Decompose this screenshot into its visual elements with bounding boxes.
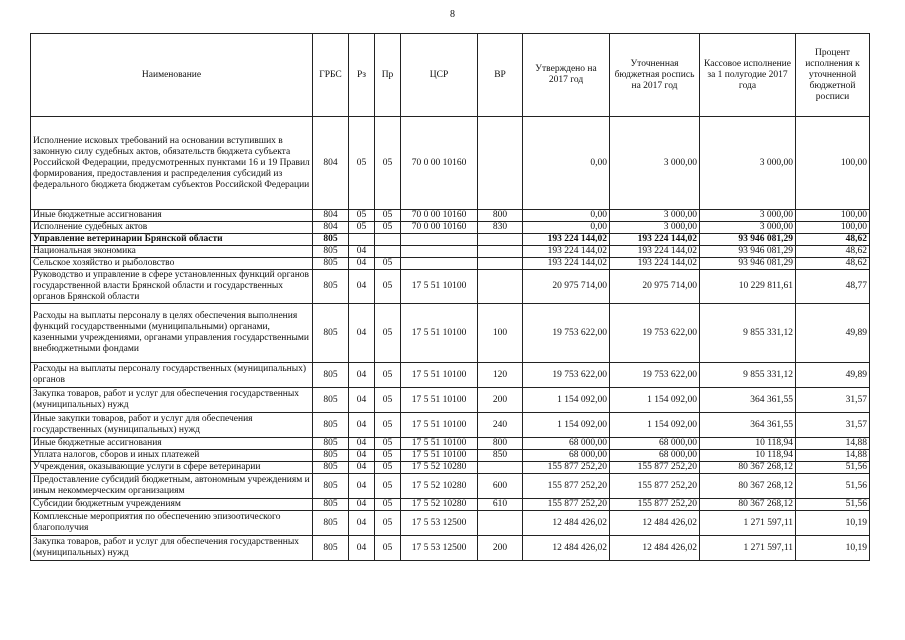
cell-cash: 3 000,00	[700, 210, 796, 222]
cell-rz: 04	[349, 246, 375, 258]
cell-grbs: 805	[313, 450, 349, 462]
cell-csr: 17 5 52 10280	[401, 462, 478, 474]
cell-cash: 364 361,55	[700, 413, 796, 438]
cell-approved: 155 877 252,20	[523, 499, 610, 511]
cell-cash: 80 367 268,12	[700, 499, 796, 511]
cell-refined: 3 000,00	[610, 117, 700, 210]
cell-csr: 17 5 53 12500	[401, 511, 478, 536]
cell-cash: 3 000,00	[700, 222, 796, 234]
cell-refined: 3 000,00	[610, 210, 700, 222]
cell-vr	[478, 234, 523, 246]
cell-cash: 364 361,55	[700, 388, 796, 413]
page-number: 8	[450, 9, 455, 20]
cell-pr: 05	[375, 222, 401, 234]
cell-percent: 100,00	[796, 222, 870, 234]
cell-approved: 20 975 714,00	[523, 270, 610, 304]
cell-csr: 17 5 51 10100	[401, 363, 478, 388]
table-row	[31, 462, 870, 474]
cell-csr: 17 5 51 10100	[401, 304, 478, 363]
cell-name: Расходы на выплаты персоналу в целях обеспечения выполнения функций государственными (муниципальными) органами, казенными учреждениями, органами управления государственными внебюджетными фондами	[31, 304, 313, 363]
cell-refined: 155 877 252,20	[610, 474, 700, 499]
table-row	[31, 270, 870, 304]
cell-approved: 155 877 252,20	[523, 462, 610, 474]
cell-approved: 193 224 144,02	[523, 234, 610, 246]
cell-grbs: 804	[313, 222, 349, 234]
header-grbs: ГРБС	[313, 34, 349, 117]
cell-vr: 200	[478, 536, 523, 561]
cell-pr: 05	[375, 536, 401, 561]
cell-rz: 05	[349, 210, 375, 222]
cell-pr: 05	[375, 270, 401, 304]
cell-cash: 93 946 081,29	[700, 234, 796, 246]
cell-pr: 05	[375, 258, 401, 270]
cell-rz: 04	[349, 511, 375, 536]
cell-cash: 1 271 597,11	[700, 511, 796, 536]
table-row	[31, 117, 870, 210]
cell-approved: 68 000,00	[523, 450, 610, 462]
cell-pr: 05	[375, 388, 401, 413]
cell-pr	[375, 246, 401, 258]
cell-approved: 155 877 252,20	[523, 474, 610, 499]
cell-approved: 0,00	[523, 210, 610, 222]
table-row	[31, 258, 870, 270]
cell-name: Иные бюджетные ассигнования	[31, 438, 313, 450]
cell-vr: 100	[478, 304, 523, 363]
cell-refined: 3 000,00	[610, 222, 700, 234]
table-row	[31, 499, 870, 511]
cell-pr: 05	[375, 474, 401, 499]
cell-rz: 04	[349, 450, 375, 462]
header-csr: ЦСР	[401, 34, 478, 117]
budget-execution-table	[30, 33, 870, 561]
cell-rz: 04	[349, 304, 375, 363]
table-row	[31, 438, 870, 450]
cell-pr: 05	[375, 462, 401, 474]
table-row	[31, 413, 870, 438]
cell-percent: 14,88	[796, 450, 870, 462]
cell-grbs: 805	[313, 258, 349, 270]
cell-pr: 05	[375, 413, 401, 438]
cell-percent: 31,57	[796, 413, 870, 438]
cell-csr: 17 5 51 10100	[401, 270, 478, 304]
header-percent: Процент исполнения к уточненной бюджетной росписи	[796, 34, 870, 117]
cell-refined: 19 753 622,00	[610, 304, 700, 363]
cell-percent: 48,62	[796, 234, 870, 246]
cell-csr: 17 5 51 10100	[401, 413, 478, 438]
cell-grbs: 805	[313, 363, 349, 388]
cell-vr: 800	[478, 438, 523, 450]
cell-refined: 1 154 092,00	[610, 388, 700, 413]
table-row	[31, 210, 870, 222]
cell-approved: 12 484 426,02	[523, 536, 610, 561]
cell-percent: 49,89	[796, 363, 870, 388]
cell-grbs: 805	[313, 474, 349, 499]
cell-cash: 9 855 331,12	[700, 304, 796, 363]
cell-rz: 04	[349, 536, 375, 561]
cell-refined: 20 975 714,00	[610, 270, 700, 304]
cell-pr: 05	[375, 438, 401, 450]
cell-rz: 04	[349, 363, 375, 388]
cell-refined: 1 154 092,00	[610, 413, 700, 438]
cell-name: Предоставление субсидий бюджетным, автономным учреждениям и иным некоммерческим организациям	[31, 474, 313, 499]
cell-vr	[478, 258, 523, 270]
header-refined: Уточненная бюджетная роспись на 2017 год	[610, 34, 700, 117]
cell-pr: 05	[375, 363, 401, 388]
cell-refined: 12 484 426,02	[610, 511, 700, 536]
cell-grbs: 805	[313, 413, 349, 438]
cell-rz: 04	[349, 474, 375, 499]
cell-name: Расходы на выплаты персоналу государственных (муниципальных) органов	[31, 363, 313, 388]
cell-name: Управление ветеринарии Брянской области	[31, 234, 313, 246]
table-row	[31, 363, 870, 388]
cell-vr	[478, 511, 523, 536]
table-row	[31, 474, 870, 499]
cell-pr: 05	[375, 450, 401, 462]
cell-percent: 14,88	[796, 438, 870, 450]
cell-grbs: 804	[313, 117, 349, 210]
cell-approved: 12 484 426,02	[523, 511, 610, 536]
cell-percent: 51,56	[796, 462, 870, 474]
cell-csr: 17 5 51 10100	[401, 450, 478, 462]
cell-cash: 93 946 081,29	[700, 246, 796, 258]
cell-csr: 70 0 00 10160	[401, 210, 478, 222]
cell-cash: 9 855 331,12	[700, 363, 796, 388]
cell-vr: 600	[478, 474, 523, 499]
cell-refined: 68 000,00	[610, 438, 700, 450]
cell-percent: 31,57	[796, 388, 870, 413]
cell-name: Исполнение исковых требований на основании вступивших в законную силу судебных актов, обязательств бюджета субъекта Российской Федерации, предусмотренных пунктами 16 и 19 Правил формирования, предоставления и распределения субсидий из федерального бюджета бюджетам субъектов Российской Федерации	[31, 117, 313, 210]
cell-grbs: 805	[313, 270, 349, 304]
cell-grbs: 805	[313, 462, 349, 474]
cell-grbs: 805	[313, 304, 349, 363]
cell-name: Субсидии бюджетным учреждениям	[31, 499, 313, 511]
cell-cash: 3 000,00	[700, 117, 796, 210]
header-cash: Кассовое исполнение за 1 полугодие 2017 года	[700, 34, 796, 117]
cell-percent: 10,19	[796, 536, 870, 561]
cell-approved: 1 154 092,00	[523, 388, 610, 413]
cell-pr: 05	[375, 210, 401, 222]
cell-rz: 04	[349, 258, 375, 270]
cell-rz	[349, 234, 375, 246]
table-row	[31, 304, 870, 363]
cell-grbs: 804	[313, 210, 349, 222]
cell-approved: 19 753 622,00	[523, 304, 610, 363]
cell-vr: 120	[478, 363, 523, 388]
cell-approved: 0,00	[523, 222, 610, 234]
cell-name: Иные бюджетные ассигнования	[31, 210, 313, 222]
cell-name: Учреждения, оказывающие услуги в сфере ветеринарии	[31, 462, 313, 474]
cell-pr: 05	[375, 304, 401, 363]
cell-name: Комплексные мероприятия по обеспечению эпизоотического благополучия	[31, 511, 313, 536]
cell-approved: 193 224 144,02	[523, 246, 610, 258]
cell-pr	[375, 234, 401, 246]
cell-csr: 70 0 00 10160	[401, 222, 478, 234]
header-rz: Рз	[349, 34, 375, 117]
cell-refined: 19 753 622,00	[610, 363, 700, 388]
cell-vr: 830	[478, 222, 523, 234]
cell-rz: 04	[349, 462, 375, 474]
cell-vr	[478, 462, 523, 474]
cell-approved: 19 753 622,00	[523, 363, 610, 388]
cell-cash: 1 271 597,11	[700, 536, 796, 561]
cell-percent: 48,62	[796, 258, 870, 270]
cell-name: Национальная экономика	[31, 246, 313, 258]
cell-refined: 155 877 252,20	[610, 499, 700, 511]
cell-vr: 800	[478, 210, 523, 222]
cell-grbs: 805	[313, 511, 349, 536]
cell-rz: 04	[349, 499, 375, 511]
cell-percent: 51,56	[796, 499, 870, 511]
header-name: Наименование	[31, 34, 313, 117]
table-row	[31, 222, 870, 234]
table-row	[31, 450, 870, 462]
cell-rz: 05	[349, 117, 375, 210]
table-row	[31, 234, 870, 246]
cell-refined: 68 000,00	[610, 450, 700, 462]
cell-csr	[401, 246, 478, 258]
cell-refined: 193 224 144,02	[610, 258, 700, 270]
cell-csr	[401, 258, 478, 270]
header-vr: ВР	[478, 34, 523, 117]
cell-percent: 51,56	[796, 474, 870, 499]
cell-csr: 70 0 00 10160	[401, 117, 478, 210]
table-row	[31, 388, 870, 413]
cell-vr	[478, 246, 523, 258]
cell-vr: 200	[478, 388, 523, 413]
cell-rz: 04	[349, 438, 375, 450]
cell-vr	[478, 117, 523, 210]
cell-name: Закупка товаров, работ и услуг для обеспечения государственных (муниципальных) нужд	[31, 388, 313, 413]
cell-pr: 05	[375, 117, 401, 210]
cell-percent: 48,77	[796, 270, 870, 304]
cell-approved: 193 224 144,02	[523, 258, 610, 270]
cell-csr: 17 5 53 12500	[401, 536, 478, 561]
cell-percent: 100,00	[796, 210, 870, 222]
table-header-row	[31, 34, 870, 117]
header-pr: Пр	[375, 34, 401, 117]
cell-csr: 17 5 52 10280	[401, 474, 478, 499]
cell-vr: 240	[478, 413, 523, 438]
table-row	[31, 246, 870, 258]
cell-refined: 193 224 144,02	[610, 234, 700, 246]
cell-grbs: 805	[313, 499, 349, 511]
cell-cash: 10 118,94	[700, 438, 796, 450]
cell-vr: 610	[478, 499, 523, 511]
cell-refined: 12 484 426,02	[610, 536, 700, 561]
cell-csr	[401, 234, 478, 246]
cell-percent: 10,19	[796, 511, 870, 536]
header-approved: Утверждено на 2017 год	[523, 34, 610, 117]
cell-grbs: 805	[313, 246, 349, 258]
cell-approved: 1 154 092,00	[523, 413, 610, 438]
table-row	[31, 511, 870, 536]
cell-name: Закупка товаров, работ и услуг для обеспечения государственных (муниципальных) нужд	[31, 536, 313, 561]
cell-name: Исполнение судебных актов	[31, 222, 313, 234]
cell-refined: 193 224 144,02	[610, 246, 700, 258]
cell-cash: 93 946 081,29	[700, 258, 796, 270]
cell-pr: 05	[375, 511, 401, 536]
cell-csr: 17 5 51 10100	[401, 388, 478, 413]
cell-rz: 04	[349, 270, 375, 304]
cell-grbs: 805	[313, 234, 349, 246]
cell-approved: 68 000,00	[523, 438, 610, 450]
cell-cash: 10 118,94	[700, 450, 796, 462]
cell-rz: 05	[349, 222, 375, 234]
cell-csr: 17 5 52 10280	[401, 499, 478, 511]
cell-rz: 04	[349, 413, 375, 438]
cell-cash: 80 367 268,12	[700, 462, 796, 474]
cell-name: Уплата налогов, сборов и иных платежей	[31, 450, 313, 462]
cell-percent: 100,00	[796, 117, 870, 210]
cell-grbs: 805	[313, 438, 349, 450]
table-row	[31, 536, 870, 561]
cell-vr: 850	[478, 450, 523, 462]
table-body	[31, 117, 870, 561]
cell-name: Руководство и управление в сфере установленных функций органов государственной власти Брянской области и государственных органов Брянской области	[31, 270, 313, 304]
cell-percent: 48,62	[796, 246, 870, 258]
cell-refined: 155 877 252,20	[610, 462, 700, 474]
cell-csr: 17 5 51 10100	[401, 438, 478, 450]
cell-grbs: 805	[313, 388, 349, 413]
cell-approved: 0,00	[523, 117, 610, 210]
cell-name: Иные закупки товаров, работ и услуг для обеспечения государственных (муниципальных) нужд	[31, 413, 313, 438]
cell-percent: 49,89	[796, 304, 870, 363]
cell-cash: 10 229 811,61	[700, 270, 796, 304]
cell-pr: 05	[375, 499, 401, 511]
cell-rz: 04	[349, 388, 375, 413]
cell-cash: 80 367 268,12	[700, 474, 796, 499]
cell-vr	[478, 270, 523, 304]
cell-grbs: 805	[313, 536, 349, 561]
cell-name: Сельское хозяйство и рыболовство	[31, 258, 313, 270]
